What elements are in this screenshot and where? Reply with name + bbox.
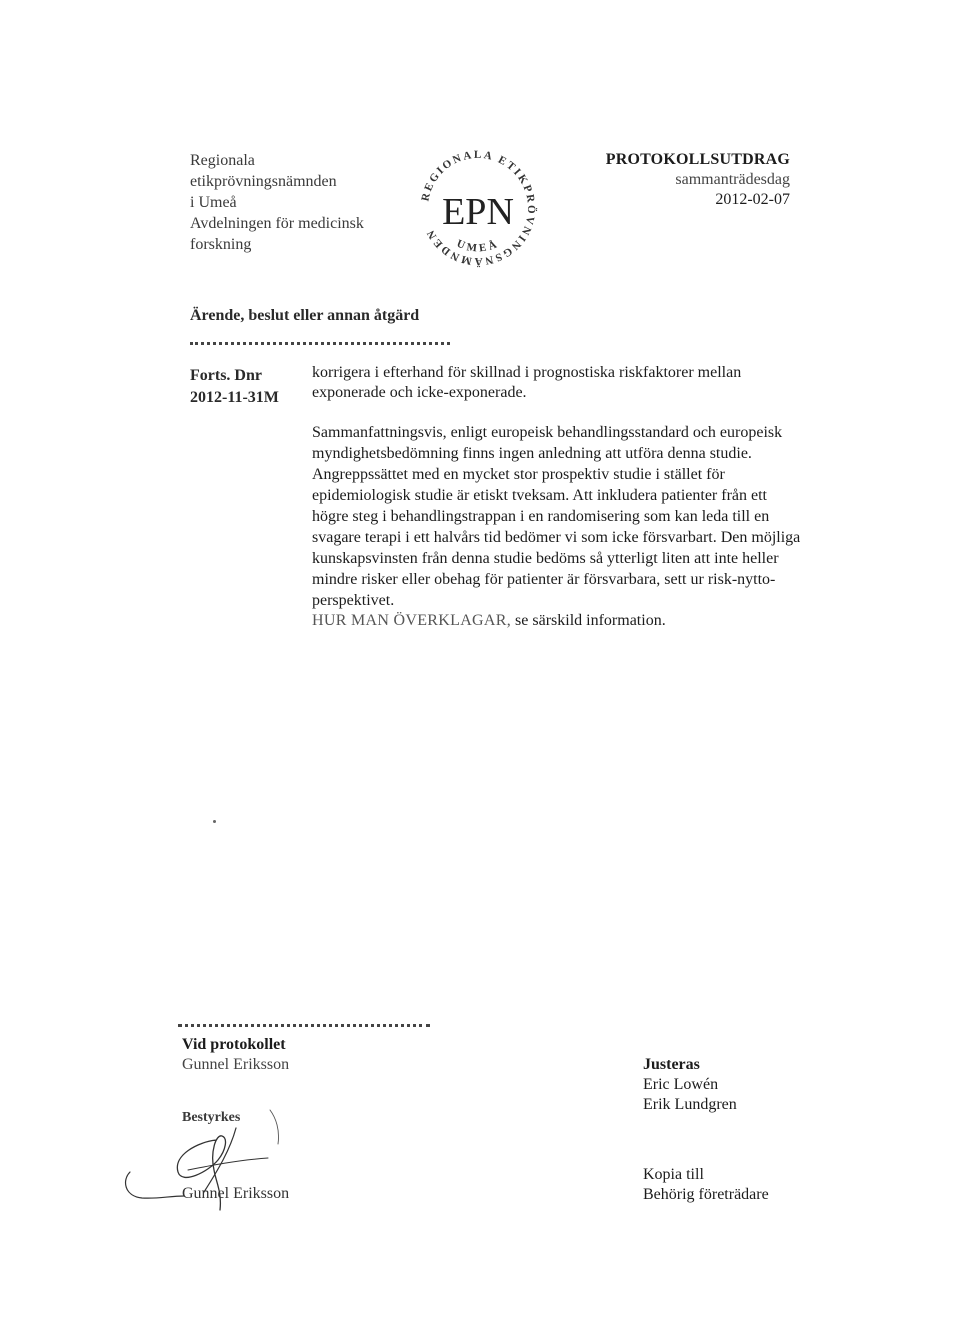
case-number: 2012-11-31M [190, 389, 279, 406]
case-reference [190, 365, 279, 409]
scan-speck [213, 820, 216, 823]
text-line: Angreppssättet med en mycket stor prospektiv studie i stället för [312, 466, 725, 483]
text-line: epidemiologisk studie är etiskt tveksam. Att inkludera patienter från ett [312, 487, 767, 504]
appeal-notice [312, 612, 666, 630]
section-heading: Ärende, beslut eller annan åtgärd [190, 307, 420, 324]
verifiers [643, 1055, 737, 1115]
text-line: kunskapsvinsten från denna studie bedöms så ytterligt liten att inte heller [312, 550, 779, 567]
seal-ring-text: REGIONALA ETIKPRÖVNINGSNÄMNDEN [419, 148, 538, 268]
dotted-divider [178, 1024, 430, 1027]
copy-recipient-name: Behörig företrädare [643, 1186, 769, 1203]
svg-text:UMEÅ [455, 238, 501, 255]
org-line: i Umeå [190, 194, 237, 211]
copy-recipient [643, 1165, 769, 1205]
copy-label: Kopia till [643, 1166, 704, 1183]
epn-seal-logo [408, 138, 548, 278]
appeal-heading: HUR MAN ÖVERKLAGAR, [312, 612, 512, 629]
org-line: etikprövningsnämnden [190, 173, 337, 190]
document-header [600, 150, 790, 210]
org-line: Avdelningen för medicinsk [190, 215, 364, 232]
verifier-name: Erik Lundgren [643, 1096, 737, 1113]
text-line: perspektivet. [312, 592, 395, 609]
document-title: PROTOKOLLSUTDRAG [605, 151, 790, 168]
text-line: korrigera i efterhand för skillnad i prognostiska riskfaktorer mellan [312, 364, 742, 381]
text-line: svagare terapi i ett halvårs tid bedömer vi som icke försvarbart. Den möjliga [312, 529, 801, 546]
seal-bottom-text: UMEÅ [454, 237, 502, 255]
text-line: högre steg i behandlingstrappan i en randomisering som kan leda till en [312, 508, 770, 525]
dotted-divider [190, 342, 450, 345]
case-label: Forts. Dnr [190, 367, 262, 384]
meeting-date-label: sammanträdesdag [675, 171, 790, 188]
verifier-name: Eric Lowén [643, 1076, 719, 1093]
appeal-text: se särskild information. [511, 612, 666, 629]
certified-label: Bestyrkes [182, 1110, 241, 1125]
intro-paragraph [312, 363, 741, 403]
seal-center-text: EPN [442, 191, 514, 233]
text-line: mindre risker eller obehag för patienter är försvarbara, sett ur risk-nytto- [312, 571, 776, 588]
text-line: myndighetsbedömning finns ingen anledning att utföra denna studie. [312, 445, 752, 462]
text-line: Sammanfattningsvis, enligt europeisk behandlingsstandard och europeisk [312, 424, 783, 441]
verifiers-label: Justeras [643, 1056, 700, 1073]
organization-name [190, 150, 364, 255]
text-line: exponerade och icke-exponerade. [312, 384, 527, 401]
protocol-name: Gunnel Eriksson [182, 1056, 290, 1073]
protocol-label: Vid protokollet [182, 1036, 286, 1053]
certifier-name: Gunnel Eriksson [182, 1185, 290, 1202]
meeting-date: 2012-02-07 [715, 191, 790, 208]
org-line: Regionala [190, 152, 255, 169]
protocol-keeper [182, 1035, 289, 1075]
org-line: forskning [190, 236, 252, 253]
decision-paragraph [312, 422, 852, 611]
